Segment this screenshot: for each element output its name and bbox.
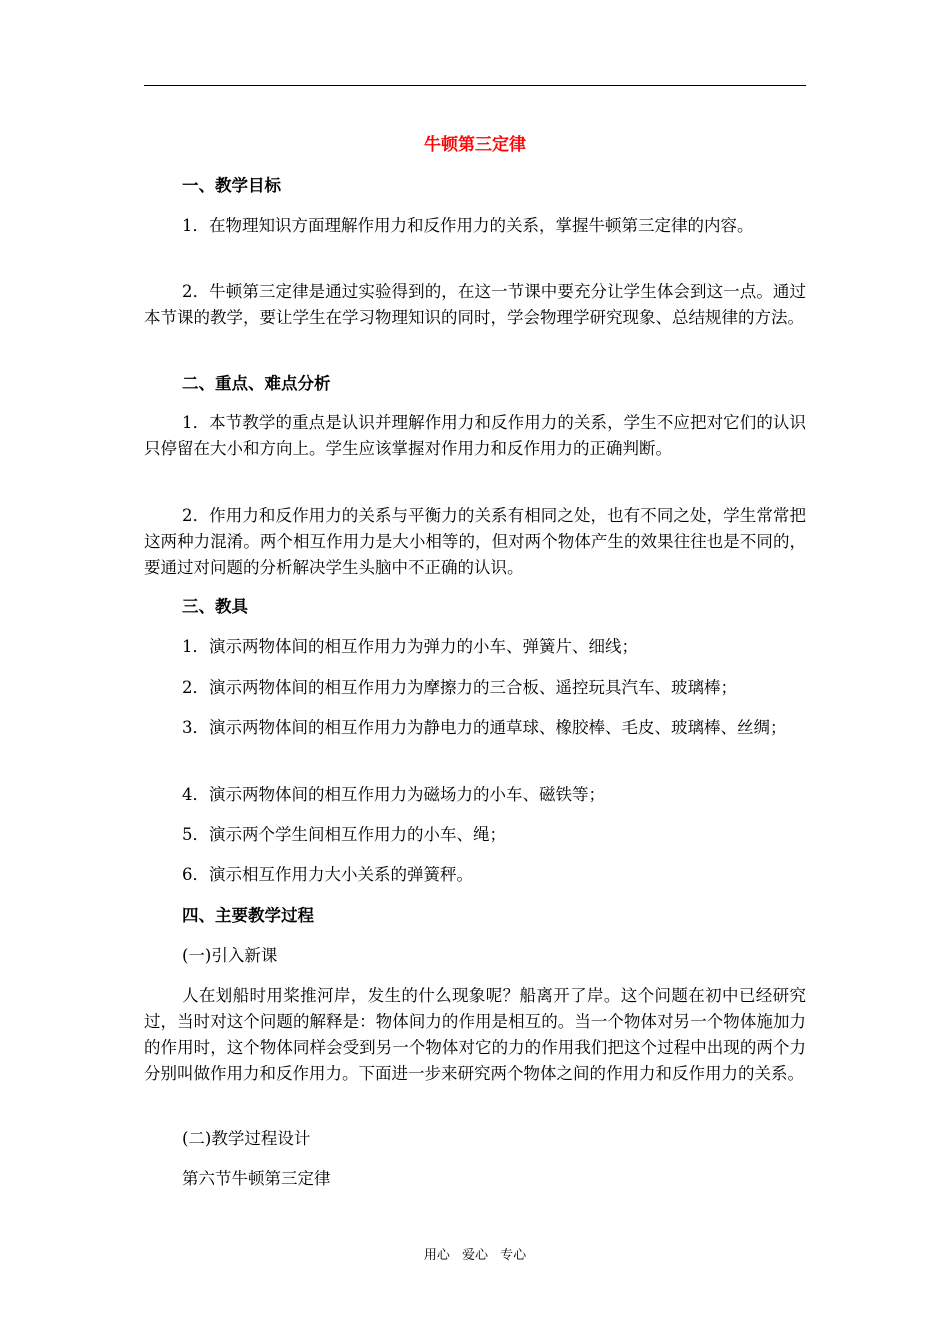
- section-heading-process: 四、主要教学过程: [182, 906, 314, 925]
- objectives-item-1: 1．在物理知识方面理解作用力和反作用力的关系，掌握牛顿第三定律的内容。: [182, 216, 754, 235]
- key-points-item-2: 2．作用力和反作用力的关系与平衡力的关系有相同之处，也有不同之处，学生常常把这两种力混淆。两个相互作用力是大小相等的，但对两个物体产生的效果往往也是不同的，要通过对问题的分析解决学生头脑中不正确的认识。: [144, 506, 806, 577]
- teaching-aids-item-2: 2．演示两物体间的相互作用力为摩擦力的三合板、遥控玩具汽车、玻璃棒；: [182, 678, 737, 697]
- teaching-aids-item-3: 3．演示两物体间的相互作用力为静电力的通草球、橡胶棒、毛皮、玻璃棒、丝绸；: [182, 718, 787, 737]
- page-footer: 用心 爱心 专心: [423, 1248, 527, 1263]
- section-heading-objectives: 一、教学目标: [182, 176, 281, 195]
- process-section-title: 第六节牛顿第三定律: [182, 1169, 331, 1188]
- process-intro-paragraph: 人在划船时用桨推河岸，发生的什么现象呢？船离开了岸。这个问题在初中已经研究过，当时对这个问题的解释是：物体间力的作用是相互的。当一个物体对另一个物体施加力的作用时，这个物体同样会受到另一个物体对它的力的作用我们把这个过程中出现的两个力分别叫做作用力和反作用力。下面进一步来研究两个物体之间的作用力和反作用力的关系。: [144, 986, 806, 1083]
- objectives-item-2: 2．牛顿第三定律是通过实验得到的，在这一节课中要充分让学生体会到这一点。通过本节课的教学，要让学生在学习物理知识的同时，学会物理学研究现象、总结规律的方法。: [144, 282, 806, 327]
- header-rule: [144, 85, 806, 86]
- section-heading-teaching-aids: 三、教具: [182, 597, 248, 616]
- section-heading-key-points: 二、重点、难点分析: [182, 374, 331, 393]
- teaching-aids-item-1: 1．演示两物体间的相互作用力为弹力的小车、弹簧片、细线；: [182, 637, 638, 656]
- document-title: 牛顿第三定律: [424, 135, 526, 155]
- process-subheading-design: (二)教学过程设计: [182, 1129, 311, 1148]
- teaching-aids-item-5: 5．演示两个学生间相互作用力的小车、绳；: [182, 825, 506, 844]
- key-points-item-1: 1．本节教学的重点是认识并理解作用力和反作用力的关系，学生不应把对它们的认识只停留在大小和方向上。学生应该掌握对作用力和反作用力的正确判断。: [144, 413, 806, 458]
- teaching-aids-item-6: 6．演示相互作用力大小关系的弹簧秤。: [182, 865, 473, 884]
- teaching-aids-item-4: 4．演示两物体间的相互作用力为磁场力的小车、磁铁等；: [182, 785, 605, 804]
- process-subheading-intro: (一)引入新课: [182, 946, 278, 965]
